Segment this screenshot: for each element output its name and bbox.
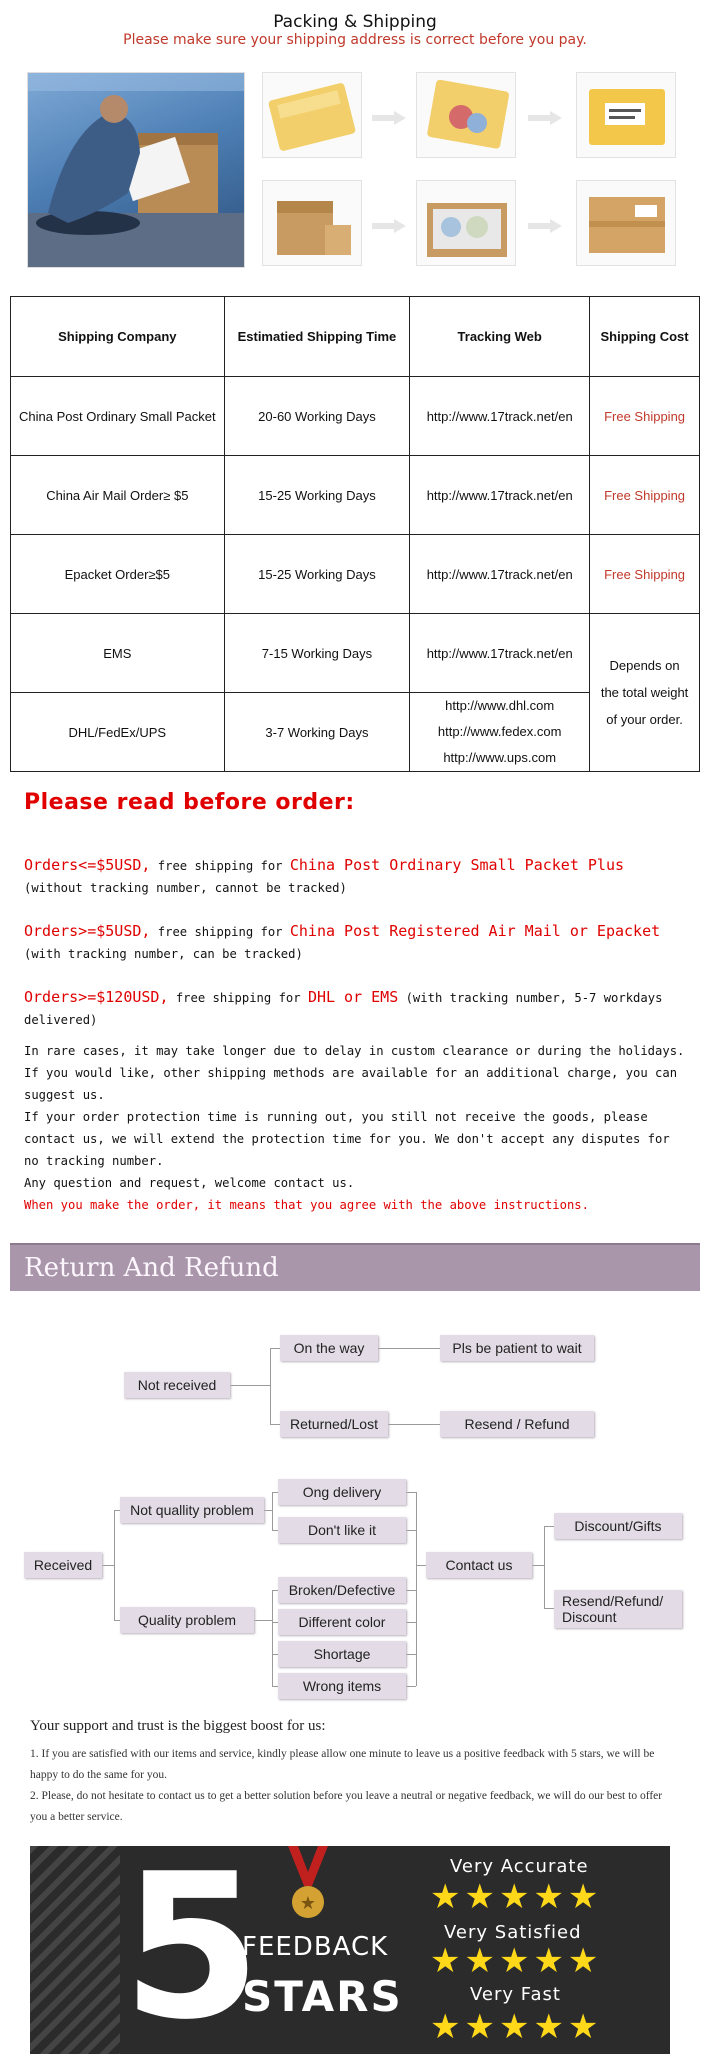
connector xyxy=(264,1510,272,1511)
arrow-icon xyxy=(528,218,562,232)
note-paragraph: If your order protection time is running out, you still not receive the goods, please contact us, we will extend the protection time for you. We don't accept any disputes for no tracking number. xyxy=(24,1110,670,1168)
box-thumb-2 xyxy=(416,180,516,266)
table-row xyxy=(11,614,700,693)
cell-cost: Free Shipping xyxy=(590,535,700,614)
node-resend-refund: Resend / Refund xyxy=(440,1411,594,1437)
node-ong-delivery: Ong delivery xyxy=(278,1479,406,1505)
header-company: Shipping Company xyxy=(11,297,225,377)
node-dont-like: Don't like it xyxy=(278,1517,406,1543)
connector xyxy=(416,1565,426,1566)
node-be-patient: Pls be patient to wait xyxy=(440,1335,594,1361)
depends-line: of your order. xyxy=(606,712,683,727)
table-row xyxy=(11,535,700,614)
cell-company: China Post Ordinary Small Packet xyxy=(11,377,225,456)
cell-company: Epacket Order≥$5 xyxy=(11,535,225,614)
header-cost: Shipping Cost xyxy=(590,297,700,377)
packing-subtitle: Please make sure your shipping address is correct before you pay. xyxy=(123,32,587,48)
cell-time: 15-25 Working Days xyxy=(224,456,410,535)
cell-cost: Free Shipping xyxy=(590,377,700,456)
cell-company: DHL/FedEx/UPS xyxy=(11,693,225,772)
node-discount-gifts: Discount/Gifts xyxy=(554,1513,682,1539)
cell-tracking xyxy=(410,693,590,772)
node-on-the-way: On the way xyxy=(280,1335,378,1361)
box-thumb-3 xyxy=(576,180,676,266)
tracking-url: http://www.fedex.com xyxy=(437,724,562,739)
rule-mid: free shipping for xyxy=(157,925,283,939)
connector xyxy=(532,1565,544,1566)
tracking-url: http://www.dhl.com xyxy=(445,698,555,713)
connector xyxy=(406,1622,416,1623)
rule-1 xyxy=(24,854,689,899)
rule-tail: (with tracking number, can be tracked) xyxy=(24,947,303,961)
label-very-satisfied: Very Satisfied xyxy=(444,1922,582,1943)
label-very-fast: Very Fast xyxy=(470,1984,561,2005)
banner-stripe xyxy=(30,1846,120,2054)
connector xyxy=(102,1565,114,1566)
envelope-thumb-1 xyxy=(262,72,362,158)
connector xyxy=(270,1348,271,1424)
rule-tail: (without tracking number, cannot be tracked) xyxy=(24,881,347,895)
banner-stars-word: STARS xyxy=(242,1972,403,2021)
cell-tracking: http://www.17track.net/en xyxy=(410,377,590,456)
connector xyxy=(406,1492,416,1493)
node-broken: Broken/Defective xyxy=(278,1577,406,1603)
cell-cost-depends xyxy=(590,614,700,772)
node-returned-lost: Returned/Lost xyxy=(280,1411,388,1437)
return-refund-title: Return And Refund xyxy=(24,1253,279,1283)
support-paragraph: 1. If you are satisfied with our items and service, kindly please allow one minute to leave us a positive feedback with 5 stars, we will be happy to do the same for you. xyxy=(30,1748,655,1781)
node-different-color: Different color xyxy=(278,1609,406,1635)
connector xyxy=(544,1608,554,1609)
rule-method: DHL or EMS xyxy=(307,988,399,1006)
arrow-icon xyxy=(372,110,406,124)
node-quality-problem: Quality problem xyxy=(120,1607,254,1633)
note-line: Any question and request, welcome contact us. xyxy=(24,1176,355,1190)
depends-line: Depends on xyxy=(609,658,680,673)
envelope-thumb-3 xyxy=(576,72,676,158)
connector xyxy=(406,1590,416,1591)
packing-photo xyxy=(27,72,245,268)
connector xyxy=(272,1492,273,1530)
rule-mid: free shipping for xyxy=(157,859,283,873)
rule-lead: Orders<=$5USD, xyxy=(24,856,151,874)
note-line: If you would like, other shipping methods are available for an additional charge, you can suggest us. xyxy=(24,1066,678,1102)
connector xyxy=(254,1620,272,1621)
header-tracking: Tracking Web xyxy=(410,297,590,377)
cell-company: EMS xyxy=(11,614,225,693)
rule-mid: free shipping for xyxy=(175,991,301,1005)
cell-tracking: http://www.17track.net/en xyxy=(410,535,590,614)
read-title: Please read before order: xyxy=(24,790,355,815)
node-not-quality-problem: Not quallity problem xyxy=(120,1497,264,1523)
table-header-row xyxy=(11,297,700,377)
connector xyxy=(378,1348,440,1349)
node-not-received: Not received xyxy=(124,1372,230,1398)
node-line: Resend/Refund/ xyxy=(562,1593,664,1609)
banner-feedback: FEEDBACK xyxy=(242,1932,389,1962)
connector xyxy=(406,1654,416,1655)
cell-time: 15-25 Working Days xyxy=(224,535,410,614)
cell-time: 20-60 Working Days xyxy=(224,377,410,456)
connector xyxy=(406,1686,416,1687)
node-wrong-items: Wrong items xyxy=(278,1673,406,1699)
cell-tracking: http://www.17track.net/en xyxy=(410,456,590,535)
connector xyxy=(388,1424,440,1425)
node-resend-refund-discount xyxy=(554,1590,682,1628)
depends-line: the total weight xyxy=(600,685,689,700)
arrow-icon xyxy=(372,218,406,232)
node-contact-us: Contact us xyxy=(426,1552,532,1578)
note-line: In rare cases, it may take longer due to delay in custom clearance or during the holidays. xyxy=(24,1044,685,1058)
cell-tracking: http://www.17track.net/en xyxy=(410,614,590,693)
note-paragraph xyxy=(24,1040,689,1106)
cell-time: 3-7 Working Days xyxy=(224,693,410,772)
svg-text:★: ★ xyxy=(299,1893,317,1914)
star-row: ★★★★★ xyxy=(430,1877,603,1917)
connector xyxy=(544,1526,554,1527)
connector xyxy=(406,1530,416,1531)
connector xyxy=(270,1348,280,1349)
envelope-thumb-2 xyxy=(416,72,516,158)
connector xyxy=(230,1385,270,1386)
cell-time: 7-15 Working Days xyxy=(224,614,410,693)
rule-3 xyxy=(24,986,689,1031)
cell-company: China Air Mail Order≥ $5 xyxy=(11,456,225,535)
table-row xyxy=(11,456,700,535)
box-thumb-1 xyxy=(262,180,362,266)
banner-number: 5 xyxy=(122,1846,262,2054)
rule-method: China Post Registered Air Mail or Epacket xyxy=(289,922,661,940)
header-time: Estimatied Shipping Time xyxy=(224,297,410,377)
label-very-accurate: Very Accurate xyxy=(450,1856,589,1877)
node-received: Received xyxy=(24,1552,102,1578)
star-row: ★★★★★ xyxy=(430,1941,603,1981)
rule-lead: Orders>=$120USD, xyxy=(24,988,169,1006)
connector xyxy=(544,1526,545,1608)
star-row: ★★★★★ xyxy=(430,2007,603,2047)
packing-title: Packing & Shipping xyxy=(273,12,437,32)
node-shortage: Shortage xyxy=(278,1641,406,1667)
table-row xyxy=(11,377,700,456)
arrow-icon xyxy=(528,110,562,124)
connector xyxy=(114,1510,115,1620)
support-paragraph: 2. Please, do not hesitate to contact us to get a better solution before you leave a neutral or negative feedback, we will do our best to offer you a better service. xyxy=(30,1790,663,1823)
tracking-url: http://www.ups.com xyxy=(443,750,557,765)
cell-cost: Free Shipping xyxy=(590,456,700,535)
note-line: When you make the order, it means that you agree with the above instructions. xyxy=(24,1198,589,1212)
five-stars-banner xyxy=(30,1846,670,2054)
connector xyxy=(270,1424,280,1425)
shipping-table xyxy=(10,296,700,772)
connector xyxy=(272,1590,273,1686)
node-line: Discount xyxy=(562,1609,617,1625)
medal-icon xyxy=(280,1846,336,1930)
return-refund-header xyxy=(10,1243,700,1291)
support-title: Your support and trust is the biggest boost for us: xyxy=(30,1718,326,1734)
note-paragraph xyxy=(24,1172,689,1216)
rule-method: China Post Ordinary Small Packet Plus xyxy=(289,856,625,874)
rule-tail: (with tracking number, 5-7 workdays delivered) xyxy=(24,991,663,1027)
rule-lead: Orders>=$5USD, xyxy=(24,922,151,940)
connector xyxy=(416,1492,417,1686)
rule-2 xyxy=(24,920,689,965)
